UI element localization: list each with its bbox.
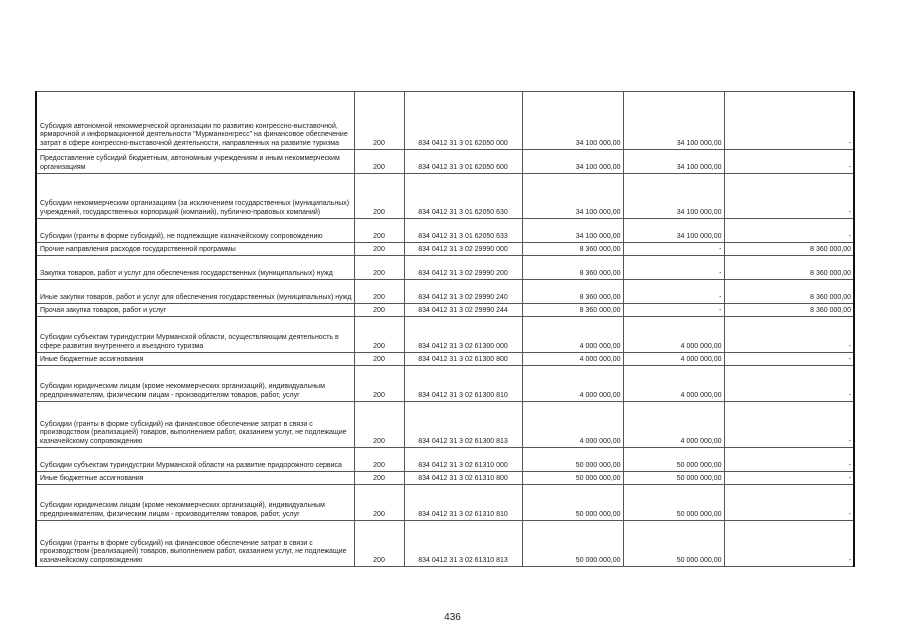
- table-row: [36, 472, 854, 485]
- row-name: Субсидии юридическим лицам (кроме некоммерческих организаций), индивидуальным предпринимателям, физическим лицам - производителям товаров, работ, услуг: [36, 485, 354, 521]
- table-row: [36, 92, 854, 150]
- row-plan: 50 000 000,00: [522, 521, 623, 567]
- row-code: 834 0412 31 3 01 62050 633: [404, 219, 522, 243]
- row-fact: 4 000 000,00: [623, 317, 724, 353]
- row-rest: -: [724, 521, 854, 567]
- row-fact: 34 100 000,00: [623, 219, 724, 243]
- row-fact: -: [623, 243, 724, 256]
- row-plan: 8 360 000,00: [522, 280, 623, 304]
- row-code: 834 0412 31 3 02 61310 000: [404, 448, 522, 472]
- row-code: 834 0412 31 3 01 62050 600: [404, 150, 522, 174]
- table-row: [36, 150, 854, 174]
- row-fact: -: [623, 304, 724, 317]
- row-code: 834 0412 31 3 02 61300 000: [404, 317, 522, 353]
- table-row: [36, 219, 854, 243]
- row-type: 200: [354, 243, 404, 256]
- row-rest: 8 360 000,00: [724, 256, 854, 280]
- row-fact: 4 000 000,00: [623, 402, 724, 448]
- table-row: [36, 448, 854, 472]
- row-code: 834 0412 31 3 02 61310 810: [404, 485, 522, 521]
- row-plan: 8 360 000,00: [522, 243, 623, 256]
- row-rest: -: [724, 485, 854, 521]
- row-type: 200: [354, 256, 404, 280]
- row-type: 200: [354, 353, 404, 366]
- row-name: Прочие направления расходов государственной программы: [36, 243, 354, 256]
- row-type: 200: [354, 472, 404, 485]
- row-code: 834 0412 31 3 02 61310 813: [404, 521, 522, 567]
- row-fact: 34 100 000,00: [623, 174, 724, 219]
- table-row: [36, 485, 854, 521]
- row-fact: -: [623, 256, 724, 280]
- row-fact: 50 000 000,00: [623, 448, 724, 472]
- row-type: 200: [354, 317, 404, 353]
- row-name: Закупка товаров, работ и услуг для обеспечения государственных (муниципальных) нужд: [36, 256, 354, 280]
- row-rest: 8 360 000,00: [724, 304, 854, 317]
- row-fact: 4 000 000,00: [623, 353, 724, 366]
- row-fact: 34 100 000,00: [623, 150, 724, 174]
- row-plan: 50 000 000,00: [522, 448, 623, 472]
- row-code: 834 0412 31 3 02 61300 810: [404, 366, 522, 402]
- table-row: [36, 353, 854, 366]
- row-fact: 50 000 000,00: [623, 521, 724, 567]
- row-name: Субсидии субъектам туриндустрии Мурманской области, осуществляющим деятельность в сфере развития внутреннего и въездного туризма: [36, 317, 354, 353]
- table-row: [36, 317, 854, 353]
- row-rest: -: [724, 150, 854, 174]
- row-code: 834 0412 31 3 02 61300 800: [404, 353, 522, 366]
- row-plan: 50 000 000,00: [522, 485, 623, 521]
- table-row: [36, 521, 854, 567]
- row-code: 834 0412 31 3 02 61310 800: [404, 472, 522, 485]
- row-fact: 34 100 000,00: [623, 92, 724, 150]
- table-row: [36, 256, 854, 280]
- row-plan: 4 000 000,00: [522, 353, 623, 366]
- row-plan: 8 360 000,00: [522, 304, 623, 317]
- row-plan: 34 100 000,00: [522, 92, 623, 150]
- row-name: Иные закупки товаров, работ и услуг для обеспечения государственных (муниципальных) нужд: [36, 280, 354, 304]
- row-fact: 4 000 000,00: [623, 366, 724, 402]
- row-plan: 4 000 000,00: [522, 317, 623, 353]
- table-row: [36, 243, 854, 256]
- row-rest: 8 360 000,00: [724, 280, 854, 304]
- row-code: 834 0412 31 3 02 61300 813: [404, 402, 522, 448]
- row-rest: -: [724, 402, 854, 448]
- table-row: [36, 366, 854, 402]
- row-type: 200: [354, 174, 404, 219]
- row-rest: -: [724, 366, 854, 402]
- row-type: 200: [354, 448, 404, 472]
- row-code: 834 0412 31 3 01 62050 630: [404, 174, 522, 219]
- row-type: 200: [354, 92, 404, 150]
- row-plan: 8 360 000,00: [522, 256, 623, 280]
- table-row: [36, 174, 854, 219]
- row-plan: 4 000 000,00: [522, 402, 623, 448]
- row-name: Субсидии субъектам туриндустрии Мурманской области на развитие придорожного сервиса: [36, 448, 354, 472]
- row-name: Прочая закупка товаров, работ и услуг: [36, 304, 354, 317]
- row-rest: -: [724, 448, 854, 472]
- row-rest: 8 360 000,00: [724, 243, 854, 256]
- table-row: [36, 280, 854, 304]
- row-rest: -: [724, 174, 854, 219]
- row-type: 200: [354, 219, 404, 243]
- row-rest: -: [724, 92, 854, 150]
- table-row: [36, 304, 854, 317]
- row-code: 834 0412 31 3 02 29990 000: [404, 243, 522, 256]
- row-rest: -: [724, 219, 854, 243]
- row-type: 200: [354, 402, 404, 448]
- row-name: Субсидии (гранты в форме субсидий) на финансовое обеспечение затрат в связи с производством (реализацией) товаров, выполнением работ, оказанием услуг, не подлежащие казначейскому сопровождению: [36, 521, 354, 567]
- row-fact: 50 000 000,00: [623, 472, 724, 485]
- row-code: 834 0412 31 3 01 62050 000: [404, 92, 522, 150]
- row-type: 200: [354, 485, 404, 521]
- row-type: 200: [354, 366, 404, 402]
- budget-table-body: [36, 92, 854, 567]
- row-type: 200: [354, 304, 404, 317]
- row-name: Иные бюджетные ассигнования: [36, 472, 354, 485]
- report-sheet: [35, 91, 853, 567]
- row-name: Субсидии (гранты в форме субсидий) на финансовое обеспечение затрат в связи с производством (реализацией) товаров, выполнением работ, оказанием услуг, не подлежащие казначейскому сопровождению: [36, 402, 354, 448]
- row-type: 200: [354, 521, 404, 567]
- row-type: 200: [354, 150, 404, 174]
- row-fact: -: [623, 280, 724, 304]
- page-number: 436: [444, 612, 461, 623]
- row-name: Субсидии некоммерческим организациям (за исключением государственных (муниципальных) учреждений, государственных корпораций (компаний), публично-правовых компаний): [36, 174, 354, 219]
- row-name: Субсидия автономной некоммерческой организации по развитию конгрессно-выставочной, ярмарочной и информационной деятельности "Мурманконгресс" на финансовое обеспечение затрат в сфере конгрессно-выставочной деятельности, направленных на развитие туризма: [36, 92, 354, 150]
- row-name: Иные бюджетные ассигнования: [36, 353, 354, 366]
- row-plan: 50 000 000,00: [522, 472, 623, 485]
- row-name: Предоставление субсидий бюджетным, автономным учреждениям и иным некоммерческим организациям: [36, 150, 354, 174]
- row-name: Субсидии юридическим лицам (кроме некоммерческих организаций), индивидуальным предпринимателям, физическим лицам - производителям товаров, работ, услуг: [36, 366, 354, 402]
- row-code: 834 0412 31 3 02 29990 240: [404, 280, 522, 304]
- row-rest: -: [724, 472, 854, 485]
- row-type: 200: [354, 280, 404, 304]
- budget-table: [35, 91, 855, 567]
- row-name: Субсидии (гранты в форме субсидий), не подлежащие казначейскому сопровождению: [36, 219, 354, 243]
- row-plan: 4 000 000,00: [522, 366, 623, 402]
- row-code: 834 0412 31 3 02 29990 244: [404, 304, 522, 317]
- row-rest: -: [724, 317, 854, 353]
- row-rest: -: [724, 353, 854, 366]
- row-code: 834 0412 31 3 02 29990 200: [404, 256, 522, 280]
- row-plan: 34 100 000,00: [522, 174, 623, 219]
- row-plan: 34 100 000,00: [522, 219, 623, 243]
- row-fact: 50 000 000,00: [623, 485, 724, 521]
- table-row: [36, 402, 854, 448]
- row-plan: 34 100 000,00: [522, 150, 623, 174]
